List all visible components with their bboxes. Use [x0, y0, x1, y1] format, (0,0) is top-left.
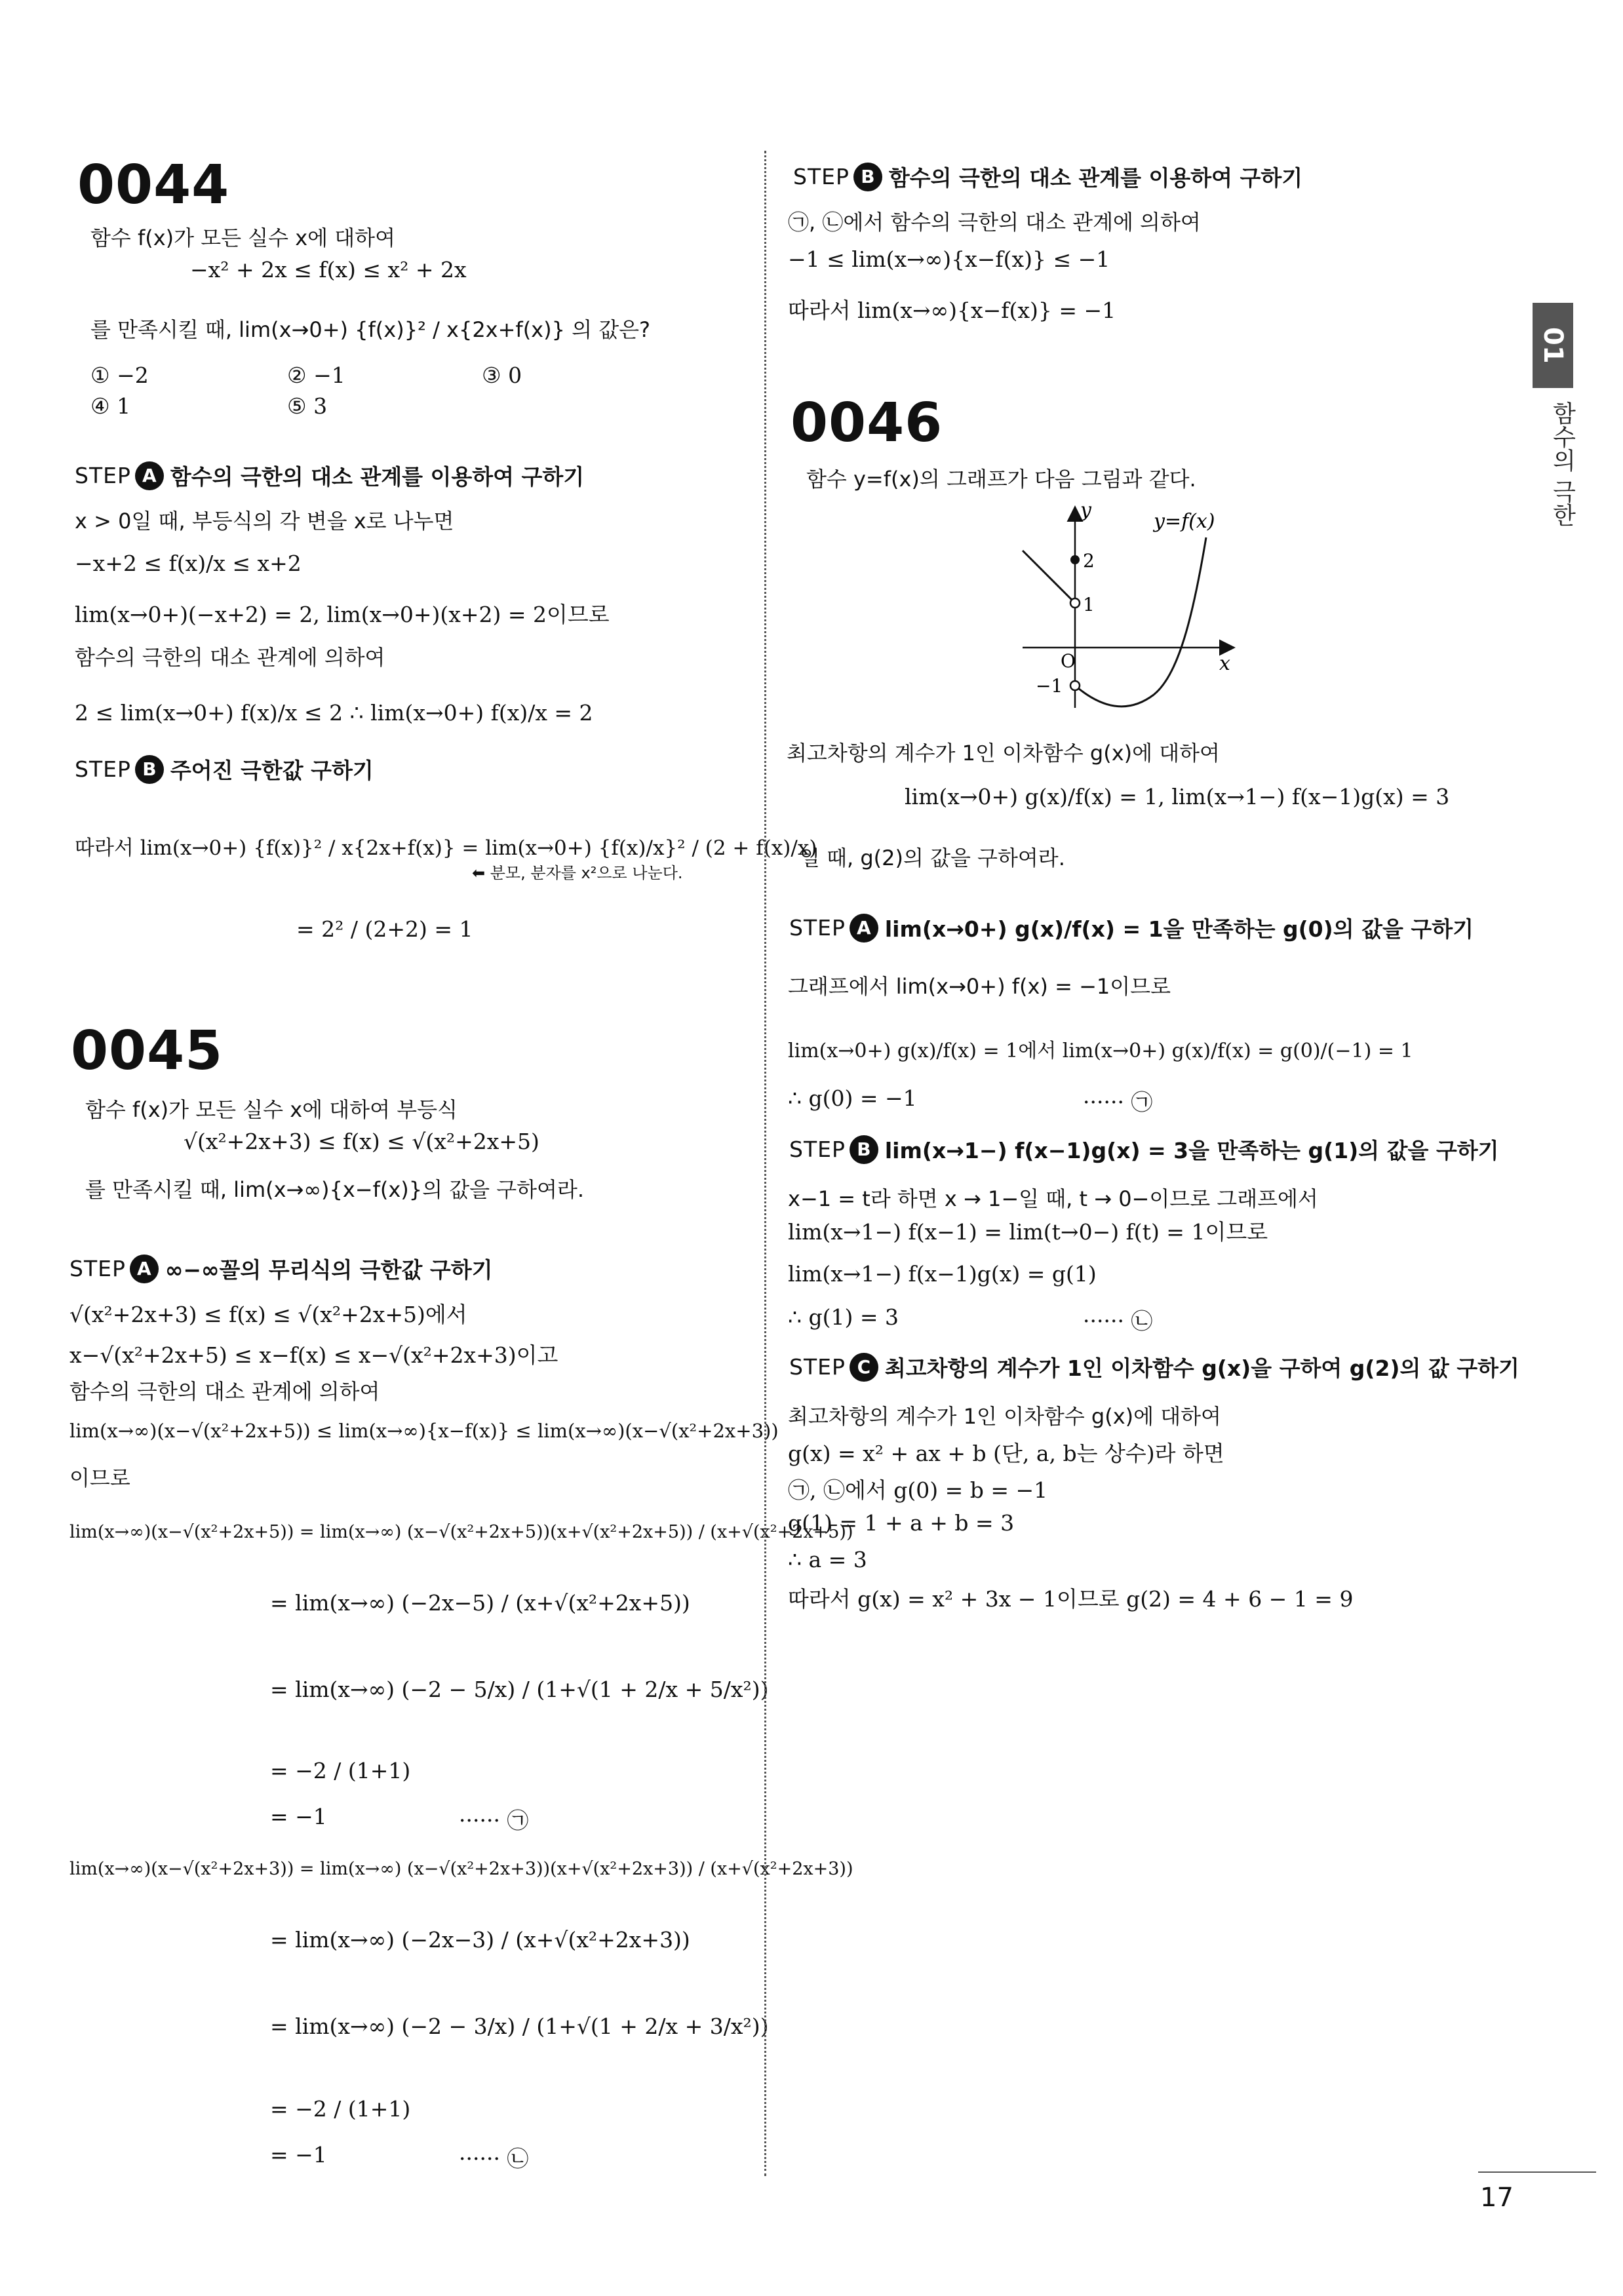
p44-a-line5: 2 ≤ lim(x→0+) f(x)/x ≤ 2 ∴ lim(x→0+) f(x)/x = 2 [75, 700, 593, 726]
step-title: 최고차항의 계수가 1인 이차함수 g(x)을 구하여 g(2)의 값 구하기 [884, 1355, 1519, 1381]
p44-choice-1: ① −2 [90, 362, 149, 388]
p45-a-line3: 함수의 극한의 대소 관계에 의하여 [69, 1379, 380, 1404]
p46-step-a-heading [789, 912, 1474, 943]
p46-step-b-heading [789, 1134, 1499, 1165]
step-label: STEP [789, 915, 846, 941]
p45-step-b-heading [793, 161, 1302, 192]
function-graph [1009, 498, 1272, 721]
step-b-badge: B [853, 163, 882, 191]
p46-c-line2: g(x) = x² + ax + b (단, a, b는 상수)라 하면 [788, 1441, 1224, 1466]
step-label: STEP [69, 1256, 126, 1281]
p45-eq2-tag: ······ ㉡ [459, 2146, 529, 2171]
p45-eq2-line5: = −1 [270, 2142, 327, 2168]
p45-b-line3: 따라서 lim(x→∞){x−f(x)} = −1 [788, 298, 1116, 323]
origin-label: O [1061, 650, 1076, 672]
step-b-badge: B [850, 1135, 878, 1164]
p45-a-line2: x−√(x²+2x+5) ≤ x−f(x) ≤ x−√(x²+2x+3)이고 [69, 1342, 558, 1368]
p46-b-tag: ······ ㉡ [1083, 1308, 1153, 1334]
p44-a-line3: lim(x→0+)(−x+2) = 2, lim(x→0+)(x+2) = 2이므로 [75, 602, 610, 627]
p46-question-line4: 일 때, g(2)의 값을 구하여라. [800, 846, 1065, 870]
step-label: STEP [789, 1137, 846, 1162]
p45-a-line4: lim(x→∞)(x−√(x²+2x+5)) ≤ lim(x→∞){x−f(x)} ≤ lim(x→∞)(x−√(x²+2x+3)) [69, 1420, 779, 1442]
step-label: STEP [75, 756, 131, 782]
p45-eq1-line5: = −1 [270, 1804, 327, 1829]
step-label: STEP [793, 164, 850, 189]
tick-label-2: 2 [1083, 550, 1095, 572]
p45-a-line1: √(x²+2x+3) ≤ f(x) ≤ √(x²+2x+5)에서 [69, 1302, 467, 1327]
graph-left-branch [1023, 551, 1075, 603]
p46-b-line4: ∴ g(1) = 3 [788, 1304, 899, 1330]
p46-a-line2: lim(x→0+) g(x)/f(x) = 1에서 lim(x→0+) g(x)/f(x) = g(0)/(−1) = 1 [788, 1040, 1413, 1062]
step-label: STEP [789, 1354, 846, 1380]
p46-a-line3: ∴ g(0) = −1 [788, 1085, 917, 1111]
p45-step-a-heading [69, 1253, 493, 1284]
p45-eq2-line1: lim(x→∞)(x−√(x²+2x+3)) = lim(x→∞) (x−√(x²+2x+3))(x+√(x²+2x+3)) / (x+√(x²+2x+3)) [69, 1859, 853, 1879]
footer-rule [1478, 2171, 1596, 2173]
p45-b-line2: −1 ≤ lim(x→∞){x−f(x)} ≤ −1 [788, 246, 1110, 272]
step-title: lim(x→1−) f(x−1)g(x) = 3을 만족하는 g(1)의 값을 구하기 [884, 1138, 1499, 1163]
step-a-badge: A [130, 1255, 159, 1283]
p44-choice-4: ④ 1 [90, 393, 131, 419]
function-label: y=f(x) [1154, 510, 1215, 533]
p44-a-line2: −x+2 ≤ f(x)/x ≤ x+2 [75, 551, 302, 576]
p45-question-inequality: √(x²+2x+3) ≤ f(x) ≤ √(x²+2x+5) [184, 1129, 539, 1154]
chapter-tab: 01 [1533, 303, 1573, 388]
chapter-title: 함수의 극한 [1549, 401, 1576, 527]
problem-number-0046: 0046 [791, 392, 943, 454]
open-point-neg1 [1070, 681, 1080, 690]
p45-eq1-line3: = lim(x→∞) (−2 − 5/x) / (1+√(1 + 2/x + 5/x²)) [270, 1677, 769, 1702]
p45-b-line1: ㉠, ㉡에서 함수의 극한의 대소 관계에 의하여 [788, 210, 1201, 235]
step-a-badge: A [135, 461, 164, 490]
problem-number-0045: 0045 [71, 1020, 224, 1082]
p44-step-b-heading [75, 754, 374, 785]
p46-b-line2: lim(x→1−) f(x−1) = lim(t→0−) f(t) = 1이므로 [788, 1219, 1268, 1245]
page-number: 17 [1480, 2183, 1514, 2213]
p46-c-line4: g(1) = 1 + a + b = 3 [788, 1510, 1015, 1536]
p46-question-line2: 최고차항의 계수가 1인 이차함수 g(x)에 대하여 [787, 741, 1220, 766]
p44-b-line1: 따라서 lim(x→0+) {f(x)}² / x{2x+f(x)} = lim(x→0+) {f(x)/x}² / (2 + f(x)/x) [75, 836, 817, 860]
p45-eq2-line3: = lim(x→∞) (−2 − 3/x) / (1+√(1 + 2/x + 3/x²)) [270, 2014, 769, 2039]
step-title: 함수의 극한의 대소 관계를 이용하여 구하기 [888, 165, 1303, 191]
p46-b-line1: x−1 = t라 하면 x → 1−일 때, t → 0−이므로 그래프에서 [788, 1186, 1318, 1211]
p46-c-line6: 따라서 g(x) = x² + 3x − 1이므로 g(2) = 4 + 6 − 1 = 9 [788, 1586, 1354, 1612]
p45-eq2-line2: = lim(x→∞) (−2x−3) / (x+√(x²+2x+3)) [270, 1927, 690, 1953]
p46-a-tag: ······ ㉠ [1083, 1089, 1153, 1115]
open-point-1 [1070, 598, 1080, 608]
step-title: lim(x→0+) g(x)/f(x) = 1을 만족하는 g(0)의 값을 구하기 [884, 916, 1474, 942]
tick-label-neg1: −1 [1036, 675, 1063, 697]
p44-choice-5: ⑤ 3 [287, 393, 328, 419]
step-label: STEP [75, 463, 131, 488]
column-divider [764, 151, 766, 2176]
p44-choice-3: ③ 0 [482, 362, 522, 388]
p45-question-line3: 를 만족시킬 때, lim(x→∞){x−f(x)}의 값을 구하여라. [85, 1177, 585, 1202]
p46-c-line5: ∴ a = 3 [788, 1547, 867, 1572]
step-title: ∞−∞꼴의 무리식의 극한값 구하기 [165, 1257, 493, 1283]
step-title: 함수의 극한의 대소 관계를 이용하여 구하기 [170, 464, 585, 490]
p45-eq2-line4: = −2 / (1+1) [270, 2096, 411, 2122]
p45-eq1-line1: lim(x→∞)(x−√(x²+2x+5)) = lim(x→∞) (x−√(x²+2x+5))(x+√(x²+2x+5)) / (x+√(x²+2x+5)) [69, 1522, 853, 1542]
step-a-badge: A [850, 914, 878, 943]
p44-b-note: ⬅ 분모, 분자를 x²으로 나눈다. [472, 864, 683, 882]
step-b-badge: B [135, 755, 164, 784]
p44-a-line4: 함수의 극한의 대소 관계에 의하여 [75, 645, 385, 670]
p44-question-inequality: −x² + 2x ≤ f(x) ≤ x² + 2x [190, 257, 467, 282]
p46-c-line3: ㉠, ㉡에서 g(0) = b = −1 [788, 1477, 1048, 1503]
p45-eq1-line4: = −2 / (1+1) [270, 1758, 411, 1783]
p44-step-a-heading [75, 460, 584, 491]
p46-step-c-heading [789, 1352, 1519, 1382]
x-axis-label: x [1219, 652, 1230, 675]
closed-point-2 [1070, 555, 1080, 564]
p46-b-line3: lim(x→1−) f(x−1)g(x) = g(1) [788, 1261, 1097, 1287]
p46-question-line1: 함수 y=f(x)의 그래프가 다음 그림과 같다. [806, 467, 1196, 492]
y-axis-label: y [1080, 499, 1091, 522]
p46-c-line1: 최고차항의 계수가 1인 이차함수 g(x)에 대하여 [788, 1404, 1221, 1429]
p44-a-line1: x > 0일 때, 부등식의 각 변을 x로 나누면 [75, 509, 454, 534]
problem-number-0044: 0044 [77, 154, 230, 216]
step-c-badge: C [850, 1353, 878, 1382]
step-title: 주어진 극한값 구하기 [170, 758, 374, 783]
p45-question-line1: 함수 f(x)가 모든 실수 x에 대하여 부등식 [85, 1097, 458, 1122]
p46-a-line1: 그래프에서 lim(x→0+) f(x) = −1이므로 [788, 974, 1171, 999]
graph-right-branch [1075, 537, 1206, 707]
p44-b-line2: = 2² / (2+2) = 1 [296, 916, 473, 942]
p44-choice-2: ② −1 [287, 362, 345, 388]
p45-eq1-tag: ······ ㉠ [459, 1808, 529, 1833]
p45-a-line5: 이므로 [69, 1466, 130, 1490]
p44-question-line3: 를 만족시킬 때, lim(x→0+) {f(x)}² / x{2x+f(x)} 의 값은? [90, 317, 651, 342]
tick-label-1: 1 [1083, 594, 1095, 615]
p45-eq1-line2: = lim(x→∞) (−2x−5) / (x+√(x²+2x+5)) [270, 1590, 690, 1616]
p44-question-line1: 함수 f(x)가 모든 실수 x에 대하여 [90, 225, 396, 250]
p46-question-conditions: lim(x→0+) g(x)/f(x) = 1, lim(x→1−) f(x−1)g(x) = 3 [905, 784, 1450, 809]
